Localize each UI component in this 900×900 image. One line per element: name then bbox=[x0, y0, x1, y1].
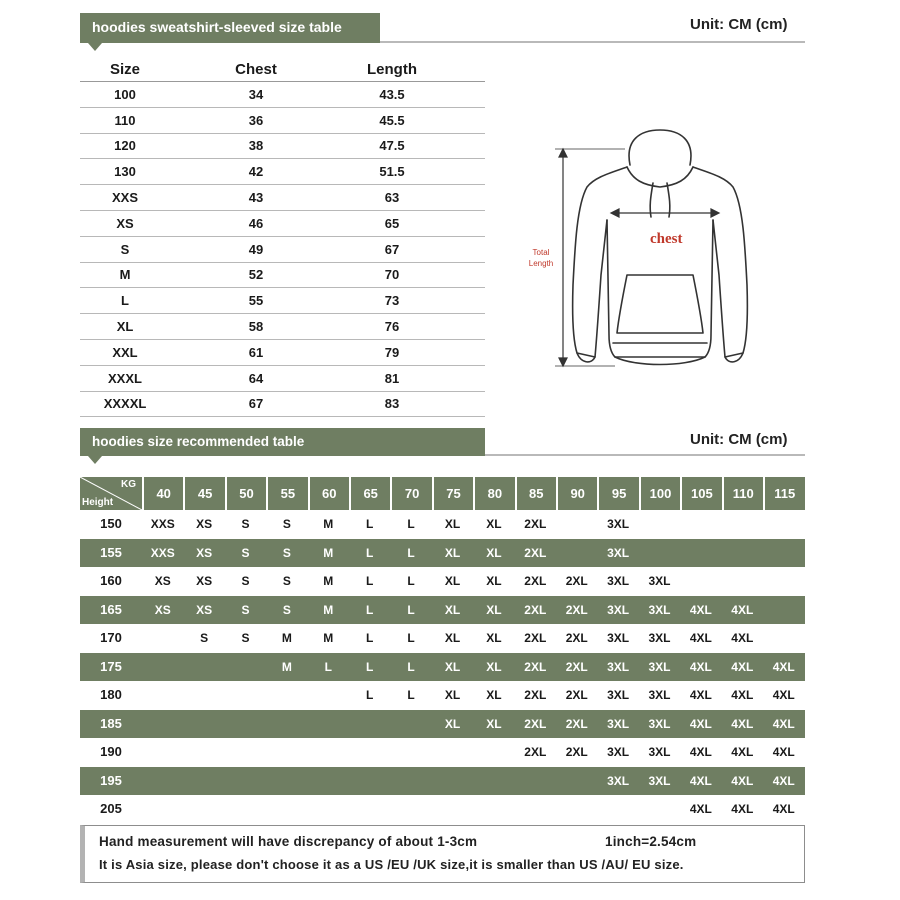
size-cell: 110 bbox=[114, 112, 136, 128]
size-recommendation-cell: 2XL bbox=[565, 574, 588, 588]
size-table-row bbox=[80, 159, 485, 185]
length-cell: 76 bbox=[384, 319, 400, 335]
recommended-table-unit: Unit: CM (cm) bbox=[690, 431, 788, 448]
chest-cell: 46 bbox=[248, 215, 264, 231]
kg-header-cell: 95 bbox=[597, 477, 638, 510]
size-recommendation-cell: XL bbox=[486, 631, 502, 645]
size-recommendation-cell: M bbox=[323, 574, 334, 588]
size-recommendation-cell: XL bbox=[444, 716, 461, 731]
size-recommendation-cell: XL bbox=[444, 659, 461, 674]
size-recommendation-cell: 4XL bbox=[689, 688, 712, 702]
size-recommendation-cell: S bbox=[282, 517, 291, 531]
kg-header-cell: 40 bbox=[142, 477, 183, 510]
size-recommendation-cell: 4XL bbox=[731, 659, 754, 674]
size-recommendation-cell: XL bbox=[444, 574, 461, 588]
size-recommendation-cell: S bbox=[241, 574, 250, 588]
kg-header-cell: 65 bbox=[349, 477, 390, 510]
size-recommendation-cell: XL bbox=[444, 631, 461, 645]
size-recommendation-cell: 3XL bbox=[607, 517, 630, 531]
size-recommendation-cell: 3XL bbox=[648, 773, 671, 788]
size-recommendation-cell: M bbox=[323, 631, 334, 645]
corner-height-label: Height bbox=[82, 497, 114, 508]
size-recommendation-cell: XS bbox=[154, 574, 171, 588]
length-cell: 63 bbox=[384, 190, 400, 206]
height-cell: 185 bbox=[100, 715, 122, 731]
size-recommendation-cell: 3XL bbox=[648, 688, 671, 702]
chest-cell: 67 bbox=[248, 396, 264, 412]
height-cell: 175 bbox=[100, 658, 122, 674]
size-table-header bbox=[80, 58, 485, 82]
size-recommendation-cell: XXS bbox=[150, 545, 175, 560]
recommended-table-row bbox=[80, 710, 805, 739]
size-recommendation-cell: 3XL bbox=[607, 659, 630, 674]
size-recommendation-cell: 4XL bbox=[772, 659, 795, 674]
chest-cell: 49 bbox=[248, 241, 264, 257]
recommended-table-row bbox=[80, 596, 805, 625]
size-recommendation-cell: 4XL bbox=[731, 716, 754, 731]
size-recommendation-cell: 2XL bbox=[524, 545, 547, 560]
chest-cell: 55 bbox=[248, 293, 264, 309]
height-cell: 190 bbox=[100, 744, 122, 759]
recommended-table-row bbox=[80, 738, 805, 767]
size-recommendation-cell: 2XL bbox=[524, 659, 547, 674]
size-recommendation-cell: L bbox=[407, 631, 415, 645]
size-recommendation-cell: XL bbox=[486, 688, 502, 702]
size-table bbox=[80, 58, 485, 417]
size-recommendation-cell: 4XL bbox=[772, 688, 795, 702]
size-recommendation-cell: XL bbox=[486, 517, 502, 531]
kg-header-cell: 55 bbox=[266, 477, 307, 510]
size-table-title bbox=[80, 13, 380, 43]
size-recommendation-cell: XL bbox=[444, 602, 461, 617]
size-recommendation-cell: 3XL bbox=[648, 574, 671, 588]
size-table-title-notch bbox=[88, 43, 102, 51]
chest-label: chest bbox=[650, 231, 683, 247]
length-cell: 73 bbox=[384, 293, 400, 309]
recommended-table-title-notch bbox=[88, 456, 102, 464]
size-recommendation-cell: 3XL bbox=[648, 602, 671, 617]
size-recommendation-cell: 2XL bbox=[524, 602, 547, 617]
chest-cell: 61 bbox=[248, 344, 264, 360]
size-recommendation-cell: 3XL bbox=[607, 688, 630, 702]
height-cell: 205 bbox=[100, 801, 122, 816]
size-recommendation-cell: XS bbox=[196, 602, 213, 617]
size-recommendation-cell: XL bbox=[486, 545, 502, 560]
size-cell: XL bbox=[116, 319, 134, 335]
chest-cell: 43 bbox=[248, 190, 264, 206]
note-inch-conversion: 1inch=2.54cm bbox=[605, 834, 697, 849]
length-cell: 79 bbox=[384, 344, 400, 360]
size-cell: XXXL bbox=[108, 370, 142, 386]
height-kg-corner-cell bbox=[80, 477, 142, 510]
length-cell: 65 bbox=[384, 215, 400, 231]
size-table-title-rule bbox=[380, 41, 805, 43]
recommended-table-title bbox=[80, 428, 485, 456]
size-recommendation-cell: S bbox=[200, 631, 209, 645]
size-recommendation-cell: XL bbox=[486, 574, 502, 588]
size-recommendation-cell: L bbox=[366, 688, 374, 702]
length-cell: 83 bbox=[384, 396, 400, 412]
kg-header-cell: 80 bbox=[473, 477, 514, 510]
size-table-row bbox=[80, 108, 485, 134]
chest-cell: 42 bbox=[248, 164, 264, 180]
size-recommendation-cell: L bbox=[407, 517, 415, 531]
recommended-table-row bbox=[80, 653, 805, 682]
recommended-table-title-rule bbox=[485, 454, 805, 456]
kg-header-cell: 105 bbox=[680, 477, 721, 510]
height-cell: 170 bbox=[100, 630, 122, 645]
size-cell: 130 bbox=[114, 164, 136, 180]
size-recommendation-cell: 2XL bbox=[565, 659, 588, 674]
size-recommendation-cell: 2XL bbox=[524, 574, 547, 588]
size-table-row bbox=[80, 185, 485, 211]
size-recommendation-cell: 2XL bbox=[565, 688, 588, 702]
size-recommendation-cell: 3XL bbox=[607, 602, 630, 617]
kg-header-cell: 100 bbox=[639, 477, 680, 510]
size-recommendation-cell: L bbox=[366, 574, 374, 588]
size-recommendation-cell: 3XL bbox=[648, 745, 671, 759]
size-recommendation-cell: XS bbox=[196, 574, 213, 588]
size-recommendation-cell: 2XL bbox=[565, 745, 588, 759]
note-asia-size: It is Asia size, please don't choose it as a US /EU /UK size,it is smaller than US /AU/ EU size. bbox=[99, 857, 684, 872]
size-recommendation-cell: L bbox=[366, 517, 374, 531]
chest-cell: 36 bbox=[248, 112, 264, 128]
size-cell: S bbox=[120, 241, 130, 257]
size-recommendation-cell: 4XL bbox=[772, 773, 795, 788]
kg-header-cell: 85 bbox=[515, 477, 556, 510]
kg-header-cell: 110 bbox=[722, 477, 763, 510]
size-recommendation-cell: L bbox=[407, 574, 415, 588]
size-cell: M bbox=[119, 267, 131, 283]
size-recommendation-cell: 3XL bbox=[607, 716, 630, 731]
size-recommendation-cell: 4XL bbox=[772, 802, 795, 816]
size-recommendation-cell: XL bbox=[444, 545, 461, 560]
recommended-table-row bbox=[80, 539, 805, 568]
recommended-table-row bbox=[80, 681, 805, 710]
kg-header-cell: 50 bbox=[225, 477, 266, 510]
size-table-body bbox=[80, 82, 485, 417]
size-recommendation-cell: 2XL bbox=[565, 602, 588, 617]
size-table-unit: Unit: CM (cm) bbox=[690, 16, 788, 33]
length-cell: 81 bbox=[384, 370, 400, 386]
kg-header-cell: 75 bbox=[432, 477, 473, 510]
size-recommendation-cell: 4XL bbox=[689, 802, 712, 816]
size-recommendation-cell: M bbox=[323, 602, 334, 617]
size-recommendation-cell: L bbox=[366, 545, 374, 560]
size-recommendation-cell: XS bbox=[196, 517, 213, 531]
size-recommendation-cell: M bbox=[323, 517, 334, 531]
height-cell: 195 bbox=[100, 772, 122, 788]
size-cell: XS bbox=[116, 215, 134, 231]
height-cell: 160 bbox=[100, 573, 122, 588]
size-table-row bbox=[80, 314, 485, 340]
size-table-row bbox=[80, 237, 485, 263]
size-cell: 100 bbox=[114, 86, 136, 102]
total-length-label-line1: Total bbox=[532, 248, 550, 257]
size-recommendation-cell: 4XL bbox=[689, 602, 712, 617]
size-recommendation-cell: M bbox=[281, 659, 292, 674]
size-recommendation-cell: 4XL bbox=[689, 659, 712, 674]
chest-col-header: Chest bbox=[235, 61, 277, 78]
chest-cell: 64 bbox=[248, 370, 264, 386]
recommended-table-header bbox=[80, 477, 805, 510]
size-recommendation-cell: 3XL bbox=[607, 574, 630, 588]
hoodie-diagram bbox=[515, 125, 790, 385]
size-recommendation-cell: S bbox=[241, 545, 250, 560]
recommended-table-row bbox=[80, 510, 805, 539]
size-recommendation-cell: S bbox=[241, 602, 250, 617]
size-recommendation-cell: 2XL bbox=[565, 631, 588, 645]
size-recommendation-cell: 3XL bbox=[648, 716, 671, 731]
recommended-table-title-text: hoodies size recommended table bbox=[92, 434, 305, 449]
chest-cell: 34 bbox=[248, 86, 264, 102]
size-recommendation-cell: 3XL bbox=[607, 745, 630, 759]
size-recommendation-cell: L bbox=[366, 602, 374, 617]
size-recommendation-cell: 4XL bbox=[689, 631, 712, 645]
size-cell: XXXXL bbox=[103, 396, 147, 412]
size-recommendation-cell: S bbox=[241, 631, 250, 645]
size-recommendation-cell: L bbox=[407, 688, 415, 702]
size-recommendation-cell: 3XL bbox=[648, 631, 671, 645]
size-table-row bbox=[80, 263, 485, 289]
size-recommendation-cell: 4XL bbox=[689, 716, 712, 731]
height-cell: 155 bbox=[100, 544, 122, 560]
size-recommendation-cell: XL bbox=[486, 602, 502, 617]
corner-kg-label: KG bbox=[121, 479, 136, 490]
size-cell: XXS bbox=[111, 190, 138, 206]
size-cell: L bbox=[121, 293, 129, 309]
size-recommendation-cell: L bbox=[407, 545, 415, 560]
size-recommendation-cell: 3XL bbox=[648, 659, 671, 674]
size-recommendation-cell: 2XL bbox=[524, 517, 547, 531]
kg-header-cell: 115 bbox=[763, 477, 804, 510]
size-table-row bbox=[80, 340, 485, 366]
size-recommendation-cell: 4XL bbox=[731, 631, 754, 645]
size-recommendation-cell: XL bbox=[486, 659, 502, 674]
size-recommendation-cell: 3XL bbox=[607, 773, 630, 788]
size-recommendation-cell: L bbox=[324, 659, 332, 674]
size-recommendation-cell: L bbox=[407, 602, 415, 617]
length-cell: 51.5 bbox=[379, 164, 405, 180]
height-cell: 150 bbox=[100, 516, 122, 531]
length-cell: 43.5 bbox=[379, 86, 405, 102]
size-table-row bbox=[80, 211, 485, 237]
recommended-table bbox=[80, 477, 805, 824]
size-table-row bbox=[80, 392, 485, 418]
size-recommendation-cell: S bbox=[282, 602, 291, 617]
recommended-table-row bbox=[80, 767, 805, 796]
chest-cell: 58 bbox=[248, 319, 264, 335]
size-recommendation-cell: M bbox=[323, 545, 334, 560]
size-recommendation-cell: 4XL bbox=[689, 773, 712, 788]
size-recommendation-cell: 4XL bbox=[689, 745, 712, 759]
size-recommendation-cell: S bbox=[282, 545, 291, 560]
recommended-table-row bbox=[80, 567, 805, 596]
size-recommendation-cell: 2XL bbox=[524, 745, 547, 759]
length-cell: 70 bbox=[384, 267, 400, 283]
size-recommendation-cell: 4XL bbox=[731, 688, 754, 702]
size-table-row bbox=[80, 82, 485, 108]
chest-cell: 38 bbox=[248, 138, 264, 154]
size-recommendation-cell: 2XL bbox=[565, 716, 588, 731]
length-cell: 45.5 bbox=[379, 112, 405, 128]
size-recommendation-cell: 4XL bbox=[731, 602, 754, 617]
size-recommendation-cell: 3XL bbox=[607, 631, 630, 645]
recommended-table-body bbox=[80, 510, 805, 824]
size-col-header: Size bbox=[109, 61, 140, 78]
size-recommendation-cell: 4XL bbox=[731, 802, 754, 816]
size-cell: XXL bbox=[112, 344, 138, 360]
size-recommendation-cell: L bbox=[366, 659, 374, 674]
size-table-row bbox=[80, 288, 485, 314]
size-recommendation-cell: XS bbox=[154, 602, 171, 617]
size-table-row bbox=[80, 134, 485, 160]
size-recommendation-cell: S bbox=[282, 574, 291, 588]
size-recommendation-cell: XL bbox=[444, 688, 461, 702]
size-recommendation-cell: XS bbox=[196, 545, 213, 560]
size-recommendation-cell: XXS bbox=[150, 517, 175, 531]
size-recommendation-cell: 4XL bbox=[731, 773, 754, 788]
recommended-table-row bbox=[80, 624, 805, 653]
size-recommendation-cell: 2XL bbox=[524, 631, 547, 645]
size-recommendation-cell: 4XL bbox=[772, 745, 795, 759]
height-cell: 165 bbox=[100, 601, 122, 617]
kg-header-cell: 90 bbox=[556, 477, 597, 510]
total-length-label-line2: Length bbox=[528, 259, 554, 268]
length-col-header: Length bbox=[367, 61, 417, 78]
size-recommendation-cell: L bbox=[366, 631, 374, 645]
size-table-title-text: hoodies sweatshirt-sleeved size table bbox=[92, 19, 342, 35]
total-length-label bbox=[520, 247, 562, 269]
size-table-row bbox=[80, 366, 485, 392]
size-cell: 120 bbox=[114, 138, 136, 154]
note-discrepancy: Hand measurement will have discrepancy of about 1-3cm bbox=[99, 834, 478, 849]
length-cell: 67 bbox=[384, 241, 400, 257]
size-recommendation-cell: 3XL bbox=[607, 545, 630, 560]
size-recommendation-cell: L bbox=[407, 659, 415, 674]
size-recommendation-cell: S bbox=[241, 517, 250, 531]
size-recommendation-cell: 4XL bbox=[772, 716, 795, 731]
length-cell: 47.5 bbox=[379, 138, 405, 154]
size-recommendation-cell: 2XL bbox=[524, 716, 547, 731]
kg-header-cell: 60 bbox=[308, 477, 349, 510]
kg-header-cell: 70 bbox=[390, 477, 431, 510]
size-recommendation-cell: XL bbox=[486, 716, 502, 731]
recommended-table-row bbox=[80, 795, 805, 824]
chest-cell: 52 bbox=[248, 267, 264, 283]
height-cell: 180 bbox=[100, 687, 122, 702]
notes-box bbox=[80, 825, 805, 883]
size-recommendation-cell: 2XL bbox=[524, 688, 547, 702]
size-recommendation-cell: XL bbox=[444, 517, 461, 531]
size-recommendation-cell: M bbox=[281, 631, 292, 645]
size-recommendation-cell: 4XL bbox=[731, 745, 754, 759]
kg-header-cell: 45 bbox=[183, 477, 224, 510]
